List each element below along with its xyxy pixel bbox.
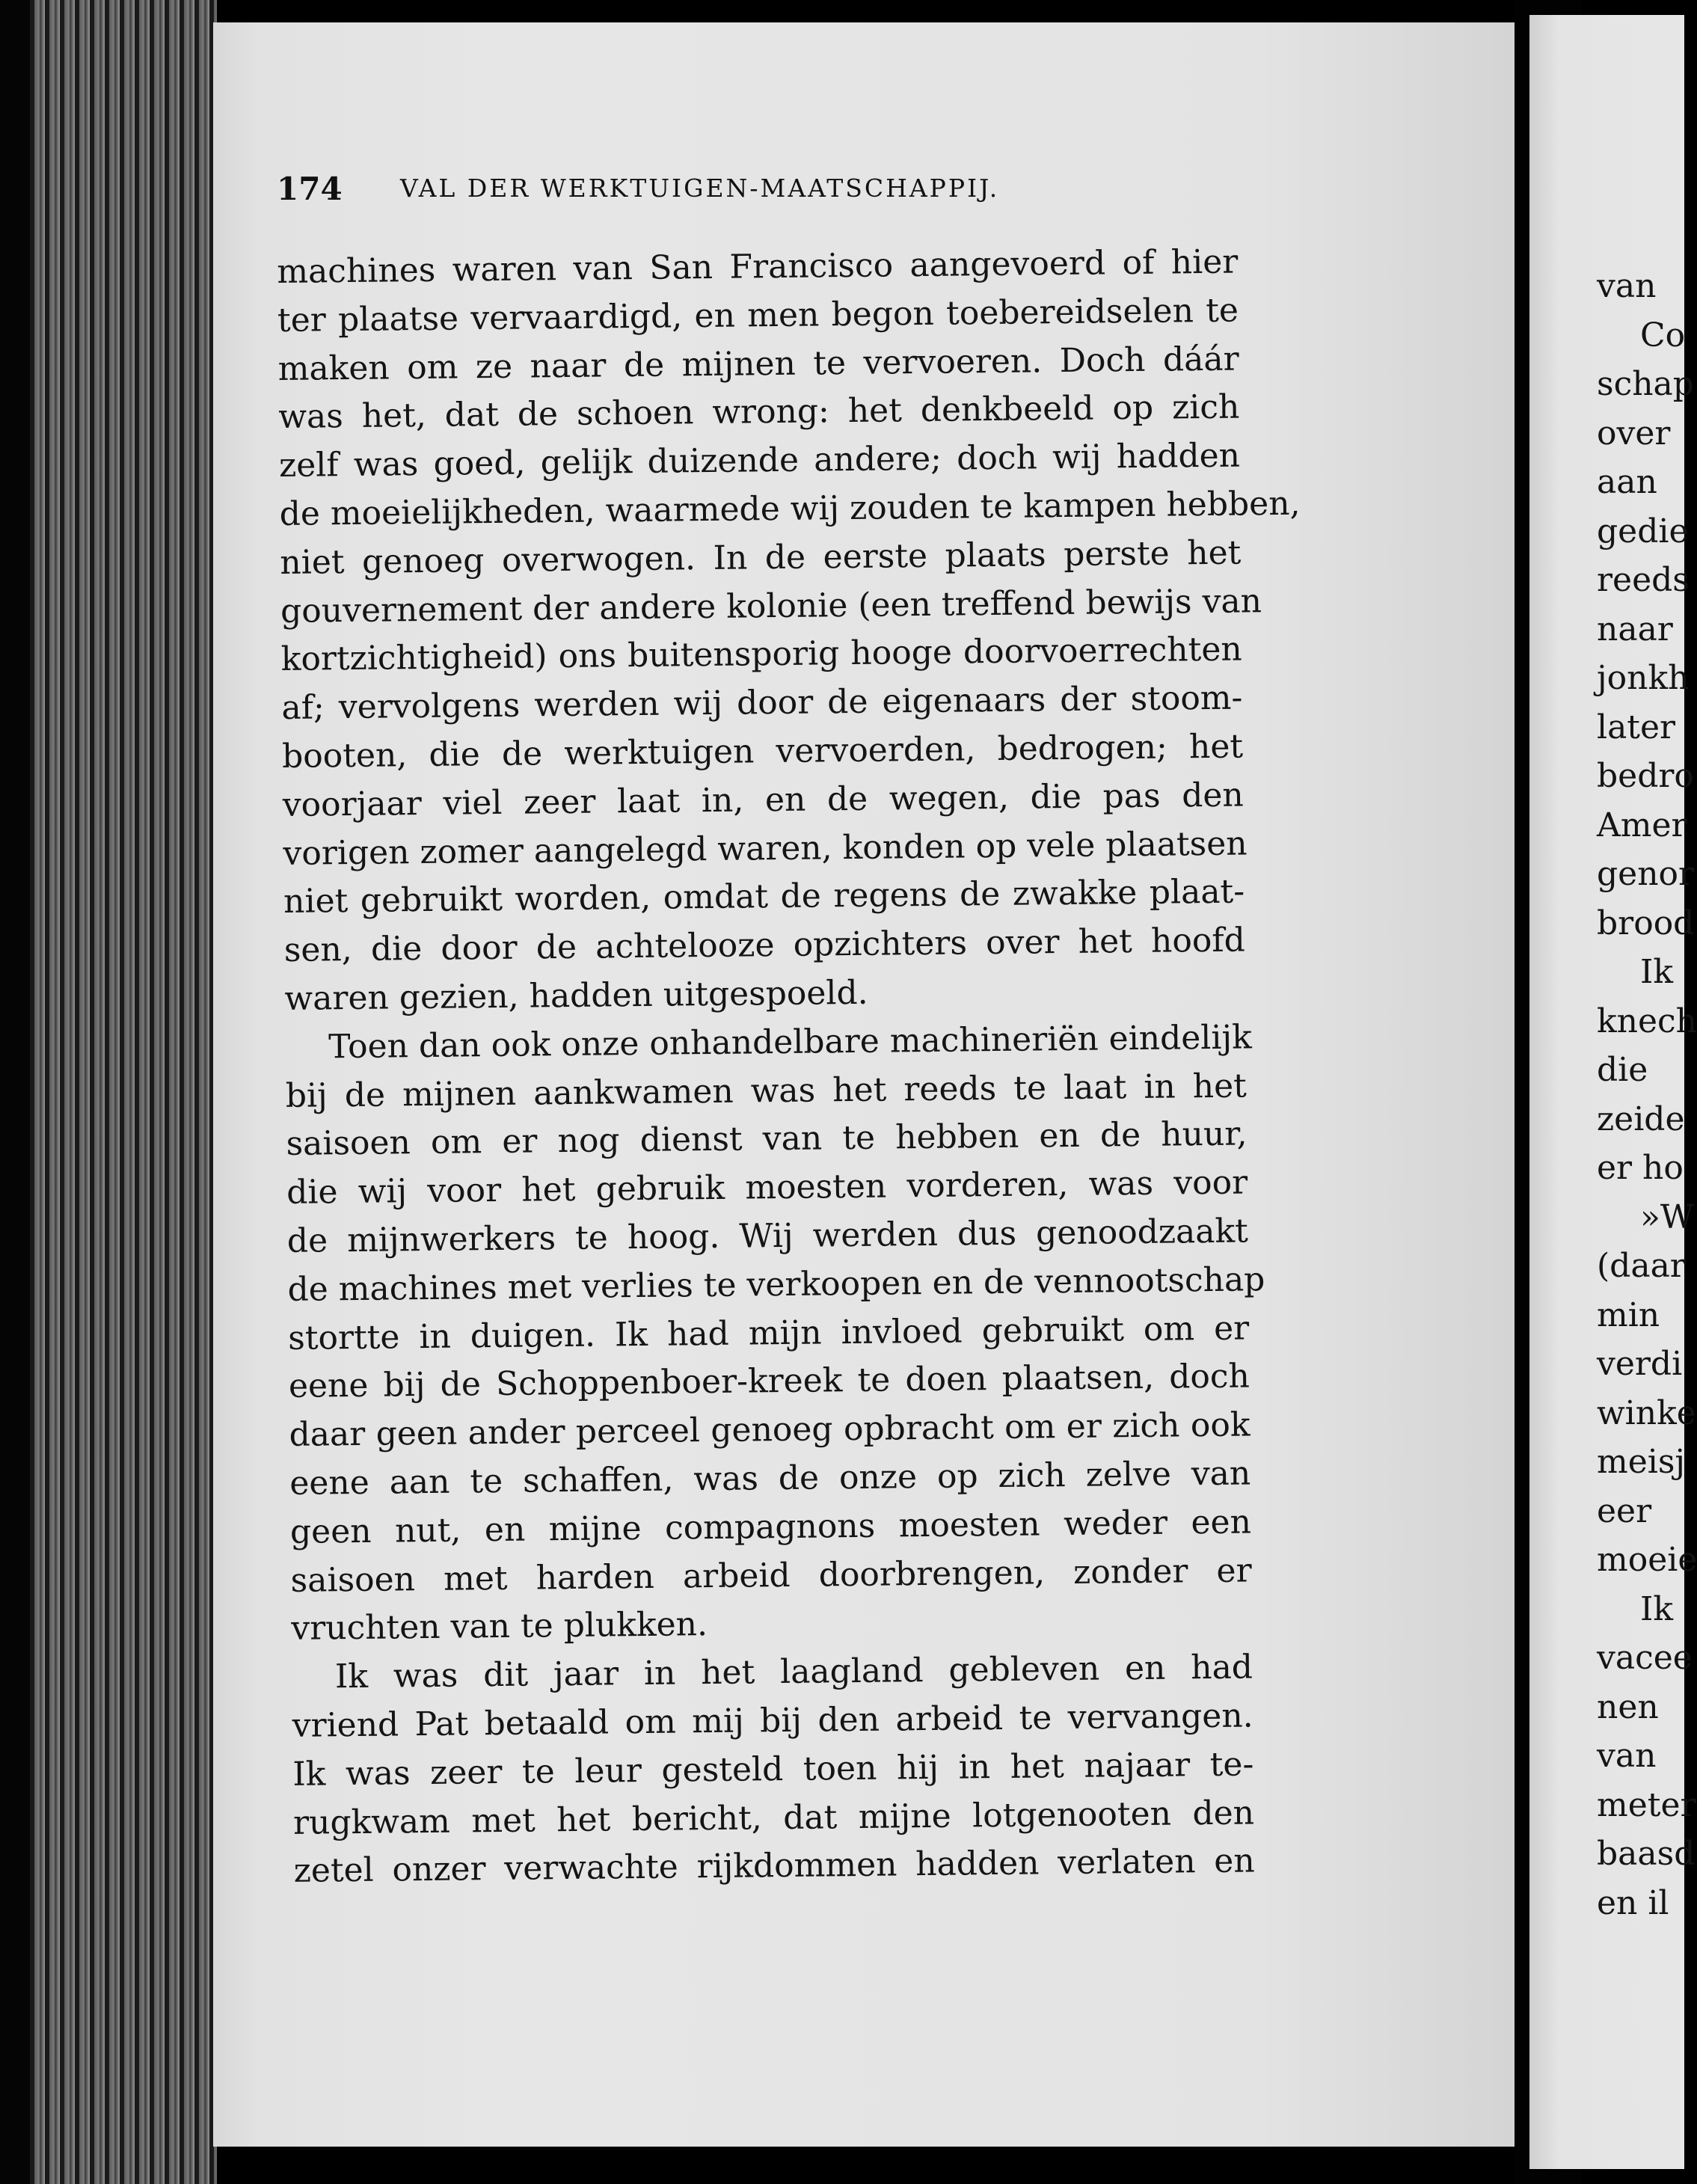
facing-text-line: meter [1597, 1785, 1696, 1824]
text-line: niet genoeg overwogen. In de eerste plaats perste het [280, 533, 1242, 582]
text-line: ter plaatse vervaardigd, en men begon toebereidselen te [277, 291, 1239, 340]
facing-text-line: aan [1597, 463, 1657, 501]
text-line: bij de mijnen aankwamen was het reeds te laat in het [285, 1067, 1248, 1115]
text-line: saisoen met harden arbeid doorbrengen, zonder er [290, 1550, 1252, 1600]
text-line: Toen dan ook onze onhandelbare machineriën eindelijk [328, 1018, 1252, 1067]
facing-text-line: reeds [1597, 561, 1690, 599]
text-line: machines waren van San Francisco aangevoerd of hier [277, 242, 1239, 291]
text-line: niet gebruikt worden, omdat de regens de zwakke plaat- [283, 872, 1245, 921]
facing-text-line: en il [1597, 1883, 1669, 1922]
text-line: die wij voor het gebruik moesten vorderen, was voor [286, 1163, 1248, 1212]
text-line: zelf was goed, gelijk duizende andere; doch wij hadden [278, 436, 1241, 485]
text-line: rugkwam met het bericht, dat mijne lotgenooten den [292, 1793, 1255, 1842]
facing-text-line: jonkh [1597, 659, 1690, 697]
text-line: eene aan te schaffen, was de onze op zich zelve van [289, 1454, 1251, 1503]
facing-text-line: verdi [1597, 1345, 1683, 1383]
facing-text-line: winke [1597, 1393, 1696, 1432]
text-line: de mijnwerkers te hoog. Wij werden dus genoodzaakt [286, 1212, 1249, 1260]
text-line: kortzichtigheid) ons buitensporig hooge doorvoerrechten [280, 630, 1242, 679]
facing-text-line: (daar [1597, 1247, 1686, 1285]
facing-text-line: zeide [1597, 1099, 1685, 1138]
text-line: waren gezien, hadden uitgespoeld. [284, 973, 868, 1018]
facing-text-line: schap [1597, 365, 1694, 403]
page-edges-stack [30, 0, 217, 2184]
book-spine-shadow [0, 0, 30, 2184]
text-line: booten, die de werktuigen vervoerden, bedrogen; het [281, 727, 1244, 776]
facing-text-line: knech [1597, 1001, 1697, 1040]
page-number: 174 [277, 171, 343, 207]
facing-page-text [1597, 262, 1697, 1927]
body-text [277, 239, 1301, 1896]
facing-text-line: Co [1640, 316, 1686, 355]
text-line: gouvernement der andere kolonie (een treffend bewijs van [280, 581, 1262, 631]
facing-text-line: eer [1597, 1491, 1652, 1530]
facing-page [1529, 15, 1697, 2169]
text-line: de moeielijkheden, waarmede wij zouden te kampen hebben, [279, 484, 1301, 533]
facing-text-line: Ik [1640, 1589, 1674, 1628]
facing-text-line: van [1597, 267, 1657, 305]
facing-text-line: over [1597, 414, 1671, 453]
text-line: Ik was zeer te leur gesteld toen hij in het najaar te- [292, 1745, 1254, 1794]
running-head-title: VAL DER WERKTUIGEN-MAATSCHAPPIJ. [400, 174, 1000, 203]
text-line: geen nut, en mijne compagnons moesten weder een [289, 1503, 1252, 1551]
text-line: maken om ze naar de mijnen te vervoeren. Doch dáár [277, 340, 1239, 388]
text-line: vriend Pat betaald om mij bij den arbeid te vervangen. [292, 1696, 1253, 1745]
text-line: Ik was dit jaar in het laagland gebleven en had [334, 1648, 1253, 1696]
text-line: af; vervolgens werden wij door de eigenaars der stoom- [281, 678, 1243, 728]
text-line: zetel onzer verwachte rijkdommen hadden verlaten en [293, 1841, 1255, 1891]
text-line: was het, dat de schoen wrong: het denkbeeld op zich [278, 387, 1240, 437]
text-line: saisoen om er nog dienst van te hebben en de huur, [286, 1114, 1248, 1164]
facing-text-line: later [1597, 708, 1676, 746]
text-line: sen, die door de achtelooze opzichters over het hoofd [283, 921, 1246, 970]
facing-text-line: die [1597, 1051, 1648, 1089]
text-line: voorjaar viel zeer laat in, en de wegen, die pas den [282, 776, 1244, 824]
facing-text-line: Ik [1640, 953, 1674, 991]
text-line: de machines met verlies te verkoopen en de vennootschap [287, 1260, 1265, 1309]
facing-text-line: van [1597, 1737, 1657, 1775]
facing-text-line: moeie [1597, 1541, 1697, 1579]
facing-text-line: Amer [1597, 806, 1687, 844]
facing-text-line: vacee [1597, 1639, 1693, 1677]
facing-text-line: bedro [1597, 757, 1694, 795]
text-line: vruchten van te plukken. [291, 1605, 708, 1648]
text-line: daar geen ander perceel genoeg opbracht om er zich ook [289, 1405, 1250, 1455]
facing-text-line: meisj [1597, 1443, 1686, 1481]
facing-text-line: er ho [1597, 1149, 1684, 1187]
text-line: stortte in duigen. Ik had mijn invloed gebruikt om er [287, 1308, 1250, 1358]
facing-text-line: naar [1597, 610, 1673, 648]
text-line: vorigen zomer aangelegd waren, konden op vele plaatsen [283, 824, 1248, 873]
facing-text-line: brood [1597, 904, 1695, 942]
text-line: eene bij de Schoppenboer-kreek te doen plaatsen, doch [288, 1357, 1250, 1406]
facing-text-line: nen [1597, 1687, 1659, 1726]
facing-text-line: baasd [1597, 1835, 1696, 1873]
facing-text-line: »W [1640, 1197, 1695, 1236]
facing-text-line: gedie [1597, 512, 1689, 550]
facing-text-line: genor [1597, 855, 1695, 893]
running-head [277, 171, 1473, 215]
facing-text-line: min [1597, 1295, 1660, 1334]
